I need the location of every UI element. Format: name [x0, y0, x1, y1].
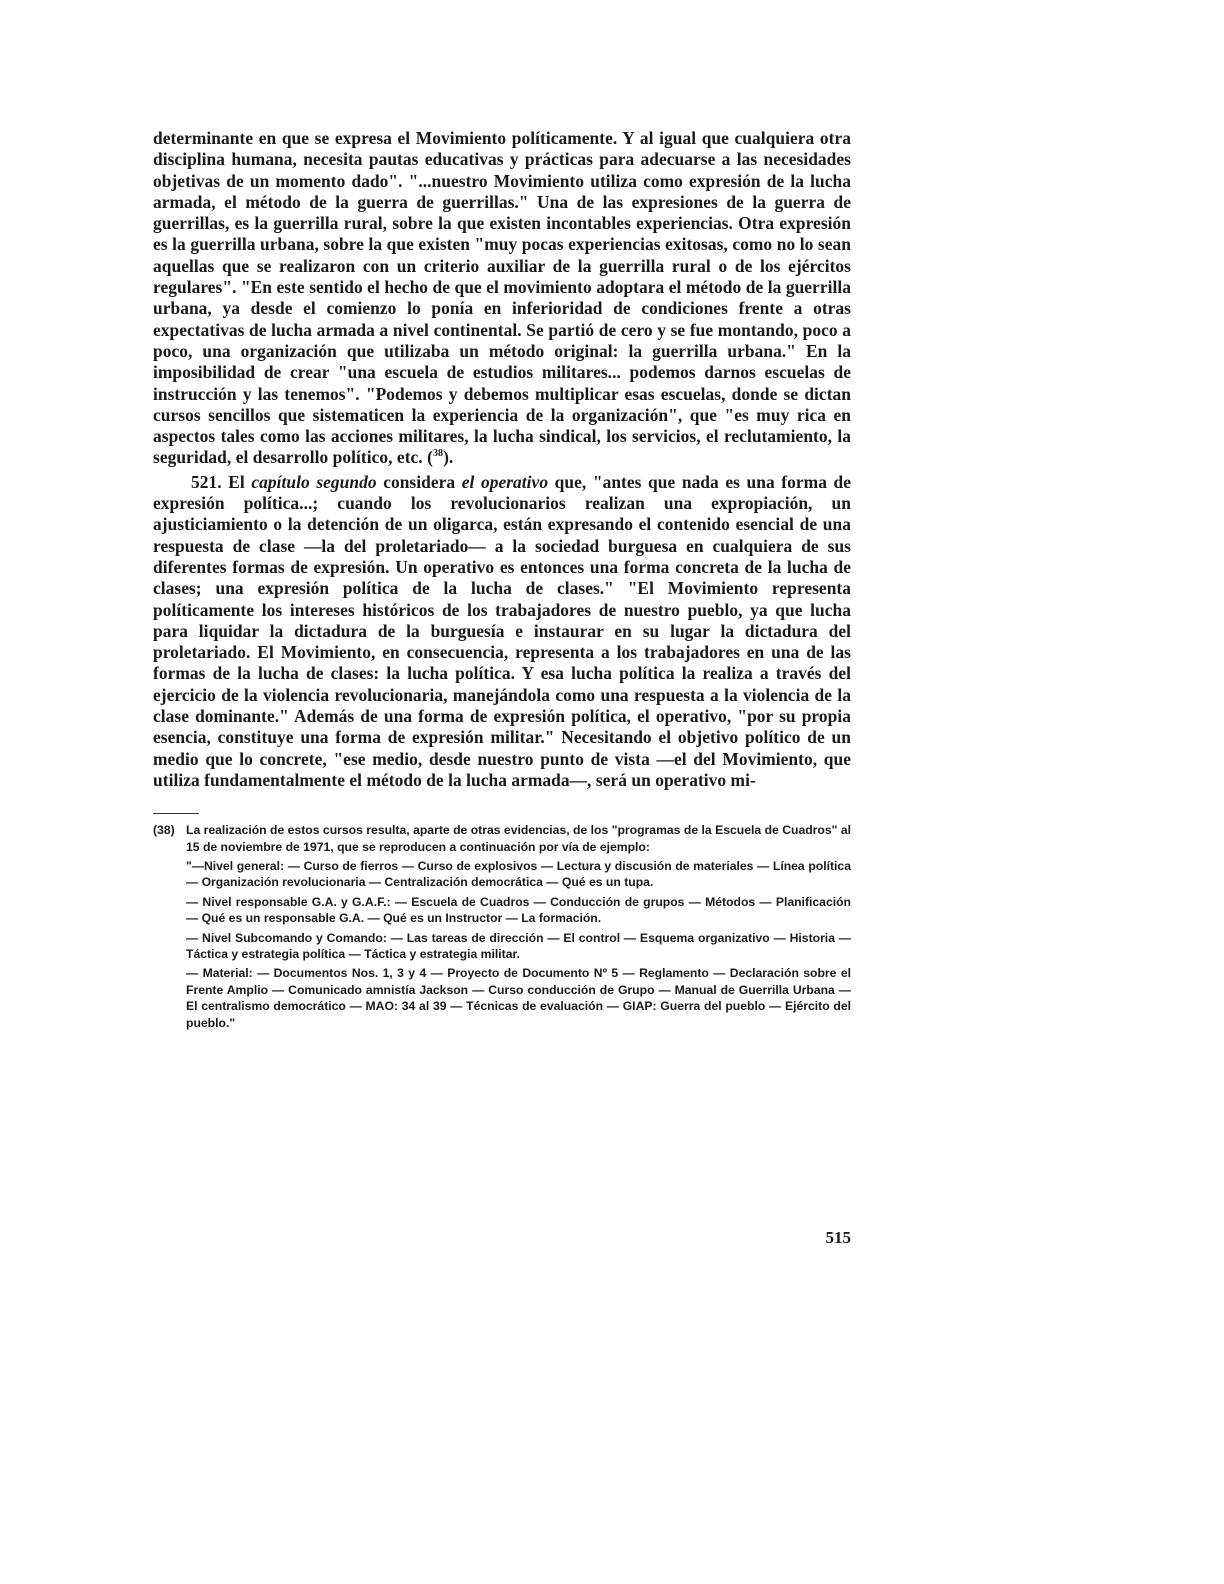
footnote-item: — Material: — Documentos Nos. 1, 3 y 4 — Proyecto de Documento Nº 5 — Reglamento — Declaración sobre el Frente Amplio — Comunicado amnistía Jackson — Curso conducción de Grupo — Manual de Guerrilla Urbana — El centralismo democrático — MAO: 34 al 39 — Técnicas de evaluación — GIAP: Guerra del pueblo — Ejército del pueblo." [186, 966, 851, 1030]
page-number: 515 [825, 1228, 851, 1247]
footnote-number: (38) [153, 823, 175, 838]
footnote-item: "—Nivel general: — Curso de fierros — Curso de explosivos — Lectura y discusión de materiales — Línea política — Organización revolucionaria — Centralización democrática — Qué es un tupa. [186, 859, 851, 890]
footnotes [153, 822, 851, 1031]
emphasis-operativo: el operativo [461, 471, 549, 492]
body-text [153, 128, 851, 791]
footnote-reference[interactable]: 38 [432, 448, 444, 460]
paragraph-text: que, "antes que nada es una forma de expresión política...; cuando los revolucionarios realizan una expropiación, un ajusticiamiento o la detención de un oligarca, están expresando el contenido esencial de una respuesta de clase —la del proletariado— a la sociedad burguesa en cualquiera de sus diferentes formas de expresión. Un operativo es entonces una forma concreta de la lucha de clases; una expresión política de la lucha de clases." "El Movimiento representa políticamente los intereses históricos de los trabajadores de nuestro pueblo, ya que lucha para liquidar la dictadura de la burguesía e instaurar en su lugar la dictadura del proletariado. El Movimiento, en consecuencia, representa a los trabajadores en una de las formas de la lucha de clases: la lucha política. Y esa lucha política la realiza a través del ejercicio de la violencia revolucionaria, manejándola como una respuesta a la violencia de la clase dominante." Además de una forma de expresión política, el operativo, "por su propia esencia, constituye una forma de expresión militar." Necesitando el objetivo político de un medio que lo concrete, "ese medio, desde nuestro punto de vista —el del Movimiento, que utiliza fundamentalmente el método de la lucha armada—, será un operativo mi- [153, 471, 852, 790]
emphasis-chapter: capítulo segundo [251, 471, 377, 492]
paragraph-intro: El [228, 471, 245, 492]
footnote-item: — Nivel Subcomando y Comando: — Las tareas de dirección — El control — Esquema organizativo — Historia — Táctica y estrategia política — Táctica y estrategia militar. [186, 930, 851, 962]
document-page [153, 128, 852, 1247]
paragraph-521 [153, 472, 851, 791]
paragraph-mid: considera [383, 471, 456, 492]
footnote-item: — Nivel responsable G.A. y G.A.F.: — Escuela de Cuadros — Conducción de grupos — Métodos — Planificación — Qué es un responsable G.A. — Qué es un Instructor — La formación. [186, 894, 851, 926]
paragraph-continued: determinante en que se expresa el Movimiento políticamente. Y al igual que cualquiera otra disciplina humana, necesita pautas educativas y prácticas para adecuarse a las necesidades objetivas de un momento dado". "...nuestro Movimiento utiliza como expresión de la lucha armada, el método de la guerra de guerrillas." Una de las expresiones de la guerra de guerrillas, es la guerrilla rural, sobre la que existen incontables experiencias. Otra expresión es la guerrilla urbana, sobre la que existen "muy pocas experiencias exitosas, como no lo sean aquellas que se realizaron con un criterio auxiliar de la guerrilla rural o de los ejércitos regulares". "En este sentido el hecho de que el movimiento adoptara el método de la guerrilla urbana, ya desde el comienzo lo ponía en inferioridad de condiciones frente a otras expectativas de lucha armada a nivel continental. Se partió de cero y se fue montando, poco a poco, una organización que utilizaba un método original: la guerrilla urbana." En la imposibilidad de crear "una escuela de estudios militares... podemos darnos escuelas de instrucción y las tenemos". "Podemos y debemos multiplicar esas escuelas, donde se dictan cursos sencillos que sistematicen la experiencia de la organización", que "es muy rica en aspectos tales como las acciones militares, la lucha sindical, los servicios, el reclutamiento, la seguridad, el desarrollo político, etc. ($^{38}$). [153, 128, 851, 468]
paragraph-tail: ). [443, 447, 454, 468]
footnote-body [186, 822, 851, 1031]
footnote-38 [153, 822, 851, 1031]
footnote-divider [153, 813, 199, 814]
paragraph-text: determinante en que se expresa el Movimiento políticamente. Y al igual que cualquiera otra disciplina humana, necesita pautas educativas y prácticas para adecuarse a las necesidades objetivas de un momento dado". "...nuestro Movimiento utiliza como expresión de la lucha armada, el método de la guerra de guerrillas." Una de las expresiones de la guerra de guerrillas, es la guerrilla rural, sobre la que existen incontables experiencias. Otra expresión es la guerrilla urbana, sobre la que existen "muy pocas experiencias exitosas, como no lo sean aquellas que se realizaron con un criterio auxiliar de la guerrilla rural o de los ejércitos regulares". "En este sentido el hecho de que el movimiento adoptara el método de la guerrilla urbana, ya desde el comienzo lo ponía en inferioridad de condiciones frente a otras expectativas de lucha armada a nivel continental. Se partió de cero y se fue montando, poco a poco, una organización que utilizaba un método original: la guerrilla urbana." En la imposibilidad de crear "una escuela de estudios militares... podemos darnos escuelas de instrucción y las tenemos". "Podemos y debemos multiplicar esas escuelas, donde se dictan cursos sencillos que sistematicen la experiencia de la organización", que "es muy rica en aspectos tales como las acciones militares, la lucha sindical, los servicios, el reclutamiento, la seguridad, el desarrollo político, etc. [153, 128, 851, 468]
paragraph-number: 521. [191, 471, 222, 492]
footnote-text: La realización de estos cursos resulta, aparte de otras evidencias, de los "programas de la Escuela de Cuadros" al 15 de noviembre de 1971, que se reproducen a continuación por vía de ejemplo: [186, 823, 851, 854]
